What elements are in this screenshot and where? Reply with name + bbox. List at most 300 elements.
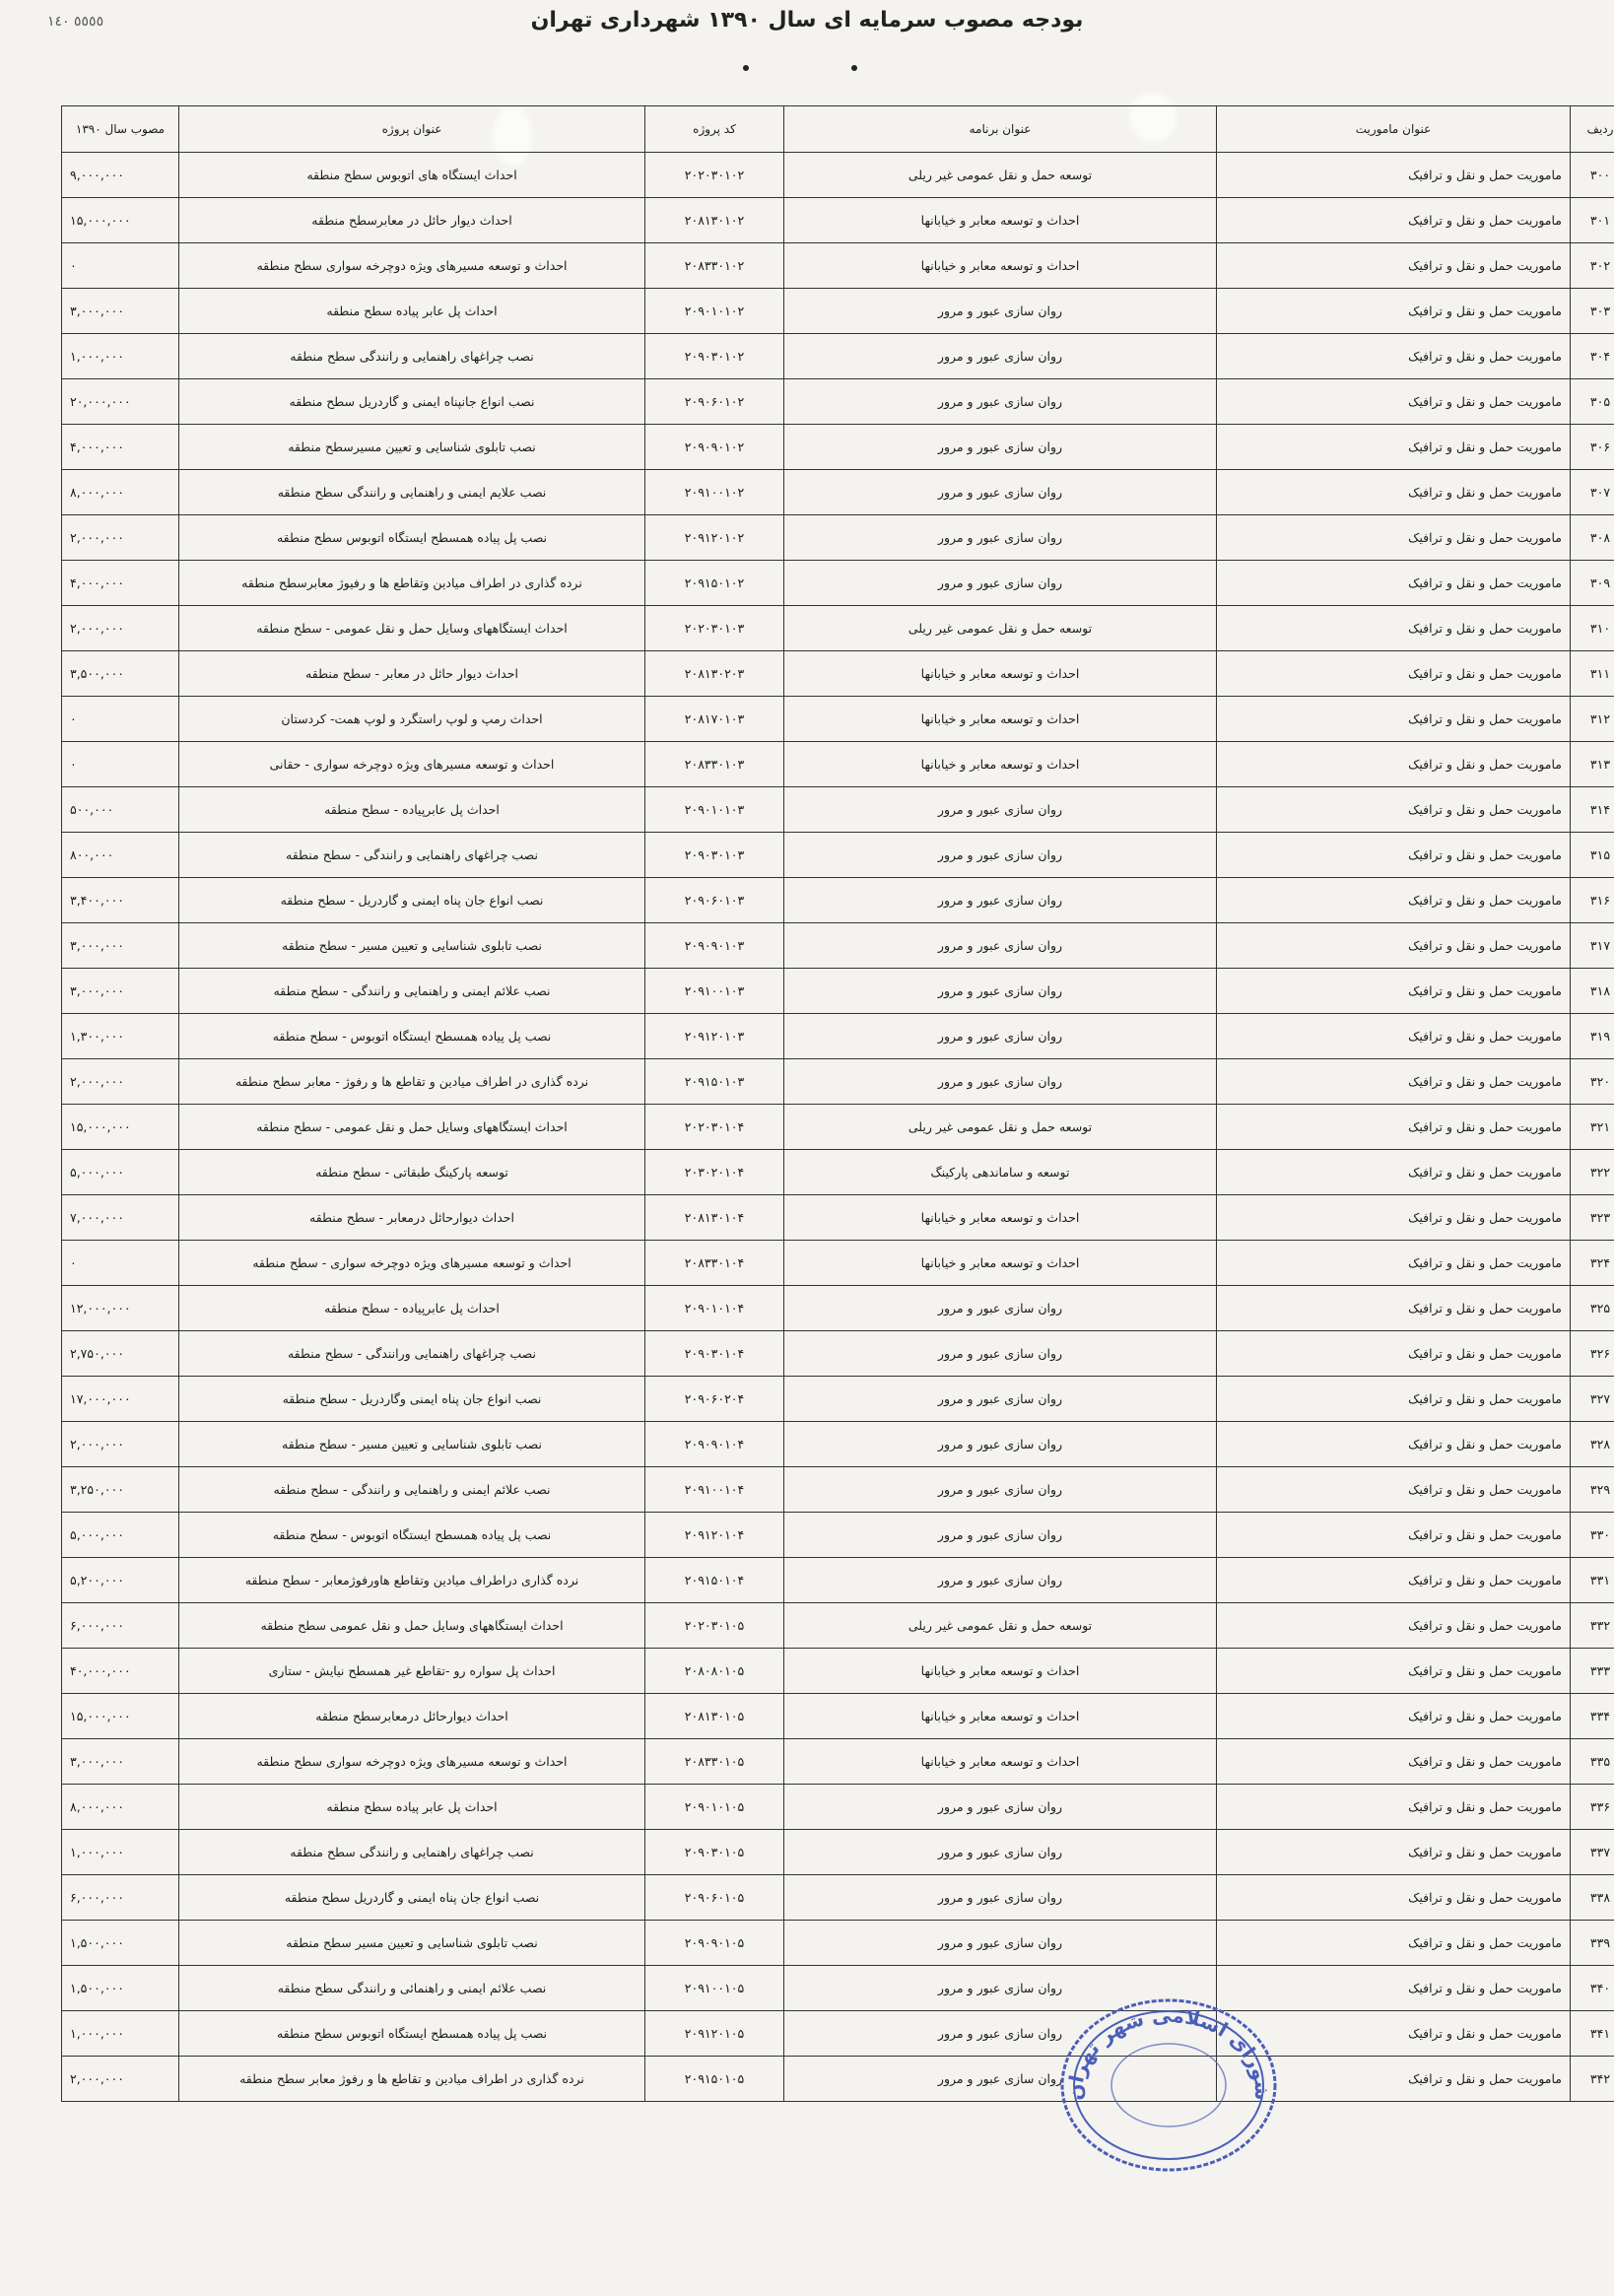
cell-amount: ۲,۰۰۰,۰۰۰ bbox=[62, 1422, 179, 1467]
page-marks bbox=[729, 57, 867, 77]
cell-code: ۲۰۹۱۲۰۱۰۳ bbox=[645, 1014, 784, 1059]
cell-program: روان سازی عبور و مرور bbox=[784, 1558, 1217, 1603]
cell-program: احداث و توسعه معابر و خیابانها bbox=[784, 198, 1217, 243]
cell-mission: ماموریت حمل و نقل و ترافیک bbox=[1217, 1059, 1571, 1105]
cell-program: روان سازی عبور و مرور bbox=[784, 1513, 1217, 1558]
stamp-text: شورای اسلامی شهر تهران bbox=[1062, 2002, 1275, 2101]
cell-row: ۳۳۷ bbox=[1571, 1830, 1614, 1875]
table-row bbox=[62, 1785, 1614, 1830]
cell-amount: ۵,۰۰۰,۰۰۰ bbox=[62, 1513, 179, 1558]
cell-amount: ۶,۰۰۰,۰۰۰ bbox=[62, 1603, 179, 1649]
cell-mission: ماموریت حمل و نقل و ترافیک bbox=[1217, 1105, 1571, 1150]
cell-code: ۲۰۳۰۲۰۱۰۴ bbox=[645, 1150, 784, 1195]
cell-mission: ماموریت حمل و نقل و ترافیک bbox=[1217, 1513, 1571, 1558]
cell-row: ۳۲۲ bbox=[1571, 1150, 1614, 1195]
cell-code: ۲۰۹۰۶۰۲۰۴ bbox=[645, 1377, 784, 1422]
cell-row: ۳۰۴ bbox=[1571, 334, 1614, 379]
table-row bbox=[62, 1921, 1614, 1966]
cell-title: نرده گذاری در اطراف میادین وتقاطع ها و رفیوژ معابرسطح منطقه bbox=[179, 561, 645, 606]
table-row bbox=[62, 289, 1614, 334]
cell-row: ۳۱۱ bbox=[1571, 651, 1614, 697]
cell-program: روان سازی عبور و مرور bbox=[784, 2057, 1217, 2102]
cell-title: احداث پل عابر پیاده سطح منطقه bbox=[179, 289, 645, 334]
col-header-row: ردیف bbox=[1571, 106, 1614, 153]
cell-mission: ماموریت حمل و نقل و ترافیک bbox=[1217, 1331, 1571, 1377]
cell-amount: ۱۵,۰۰۰,۰۰۰ bbox=[62, 198, 179, 243]
cell-amount: ۳,۰۰۰,۰۰۰ bbox=[62, 969, 179, 1014]
cell-title: نصب انواع جان پناه ایمنی و گاردریل - سطح منطقه bbox=[179, 878, 645, 923]
cell-mission: ماموریت حمل و نقل و ترافیک bbox=[1217, 1785, 1571, 1830]
cell-title: نصب پل پیاده همسطح ایستگاه اتوبوس سطح منطقه bbox=[179, 2011, 645, 2057]
col-header-mission: عنوان ماموریت bbox=[1217, 106, 1571, 153]
cell-title: احداث دیوارحائل درمعابر - سطح منطقه bbox=[179, 1195, 645, 1241]
cell-amount: ۳,۵۰۰,۰۰۰ bbox=[62, 651, 179, 697]
table-body bbox=[62, 153, 1614, 2102]
cell-code: ۲۰۹۱۰۰۱۰۴ bbox=[645, 1467, 784, 1513]
table-row bbox=[62, 470, 1614, 515]
cell-amount: ۸,۰۰۰,۰۰۰ bbox=[62, 1785, 179, 1830]
cell-title: نصب چراغهای راهنمایی ورانندگی - سطح منطقه bbox=[179, 1331, 645, 1377]
cell-mission: ماموریت حمل و نقل و ترافیک bbox=[1217, 651, 1571, 697]
cell-amount: ۲۰,۰۰۰,۰۰۰ bbox=[62, 379, 179, 425]
cell-mission: ماموریت حمل و نقل و ترافیک bbox=[1217, 833, 1571, 878]
cell-program: روان سازی عبور و مرور bbox=[784, 561, 1217, 606]
cell-mission: ماموریت حمل و نقل و ترافیک bbox=[1217, 1694, 1571, 1739]
cell-code: ۲۰۸۱۳۰۱۰۵ bbox=[645, 1694, 784, 1739]
table-row bbox=[62, 606, 1614, 651]
cell-row: ۳۱۷ bbox=[1571, 923, 1614, 969]
cell-mission: ماموریت حمل و نقل و ترافیک bbox=[1217, 561, 1571, 606]
cell-amount: ۷,۰۰۰,۰۰۰ bbox=[62, 1195, 179, 1241]
cell-title: احداث دیوارحائل درمعابرسطح منطقه bbox=[179, 1694, 645, 1739]
cell-code: ۲۰۹۰۶۰۱۰۲ bbox=[645, 379, 784, 425]
cell-amount: ۱,۰۰۰,۰۰۰ bbox=[62, 334, 179, 379]
table-row bbox=[62, 334, 1614, 379]
cell-row: ۳۳۰ bbox=[1571, 1513, 1614, 1558]
cell-amount: ۱,۳۰۰,۰۰۰ bbox=[62, 1014, 179, 1059]
table-row bbox=[62, 1467, 1614, 1513]
cell-program: روان سازی عبور و مرور bbox=[784, 1830, 1217, 1875]
table-row bbox=[62, 1513, 1614, 1558]
cell-mission: ماموریت حمل و نقل و ترافیک bbox=[1217, 1921, 1571, 1966]
cell-row: ۳۱۵ bbox=[1571, 833, 1614, 878]
header-scrawl: ٥٥٥٥ ١٤٠ bbox=[47, 14, 104, 30]
cell-code: ۲۰۹۰۶۰۱۰۵ bbox=[645, 1875, 784, 1921]
cell-row: ۳۱۸ bbox=[1571, 969, 1614, 1014]
cell-program: احداث و توسعه معابر و خیابانها bbox=[784, 1241, 1217, 1286]
cell-code: ۲۰۲۰۳۰۱۰۴ bbox=[645, 1105, 784, 1150]
cell-code: ۲۰۸۳۳۰۱۰۲ bbox=[645, 243, 784, 289]
cell-row: ۳۲۱ bbox=[1571, 1105, 1614, 1150]
cell-row: ۳۳۸ bbox=[1571, 1875, 1614, 1921]
cell-title: احداث دیوار حائل در معابرسطح منطقه bbox=[179, 198, 645, 243]
cell-row: ۳۱۶ bbox=[1571, 878, 1614, 923]
cell-title: نصب تابلوی شناسایی و تعیین مسیر - سطح منطقه bbox=[179, 923, 645, 969]
cell-row: ۳۲۶ bbox=[1571, 1331, 1614, 1377]
cell-amount: ۵۰۰,۰۰۰ bbox=[62, 787, 179, 833]
cell-title: احداث و توسعه مسیرهای ویژه دوچرخه سواری - حقانی bbox=[179, 742, 645, 787]
cell-code: ۲۰۹۰۹۰۱۰۴ bbox=[645, 1422, 784, 1467]
cell-row: ۳۳۲ bbox=[1571, 1603, 1614, 1649]
cell-row: ۳۳۶ bbox=[1571, 1785, 1614, 1830]
cell-code: ۲۰۹۱۰۰۱۰۵ bbox=[645, 1966, 784, 2011]
cell-row: ۳۱۳ bbox=[1571, 742, 1614, 787]
col-header-program: عنوان برنامه bbox=[784, 106, 1217, 153]
cell-code: ۲۰۹۰۳۰۱۰۴ bbox=[645, 1331, 784, 1377]
cell-row: ۳۲۹ bbox=[1571, 1467, 1614, 1513]
table-row bbox=[62, 198, 1614, 243]
cell-mission: ماموریت حمل و نقل و ترافیک bbox=[1217, 1150, 1571, 1195]
table-row bbox=[62, 1830, 1614, 1875]
cell-mission: ماموریت حمل و نقل و ترافیک bbox=[1217, 243, 1571, 289]
cell-amount: ۸۰۰,۰۰۰ bbox=[62, 833, 179, 878]
cell-code: ۲۰۹۰۱۰۱۰۳ bbox=[645, 787, 784, 833]
cell-row: ۳۰۰ bbox=[1571, 153, 1614, 198]
table-row bbox=[62, 833, 1614, 878]
cell-code: ۲۰۹۱۵۰۱۰۳ bbox=[645, 1059, 784, 1105]
table-row bbox=[62, 515, 1614, 561]
svg-text:شورای اسلامی شهر تهران bbox=[1063, 2003, 1274, 2101]
cell-title: نرده گذاری در اطراف میادین و تقاطع ها و رفوژ - معابر سطح منطقه bbox=[179, 1059, 645, 1105]
cell-program: روان سازی عبور و مرور bbox=[784, 1785, 1217, 1830]
table-row bbox=[62, 742, 1614, 787]
cell-mission: ماموریت حمل و نقل و ترافیک bbox=[1217, 379, 1571, 425]
cell-title: احداث و توسعه مسیرهای ویژه دوچرخه سواری سطح منطقه bbox=[179, 243, 645, 289]
cell-title: احداث ایستگاههای وسایل حمل و نقل عمومی - سطح منطقه bbox=[179, 606, 645, 651]
cell-mission: ماموریت حمل و نقل و ترافیک bbox=[1217, 198, 1571, 243]
cell-program: روان سازی عبور و مرور bbox=[784, 2011, 1217, 2057]
cell-row: ۳۰۹ bbox=[1571, 561, 1614, 606]
cell-program: روان سازی عبور و مرور bbox=[784, 1331, 1217, 1377]
cell-amount: ۱,۵۰۰,۰۰۰ bbox=[62, 1966, 179, 2011]
cell-row: ۳۰۷ bbox=[1571, 470, 1614, 515]
table-row bbox=[62, 1241, 1614, 1286]
cell-row: ۳۰۸ bbox=[1571, 515, 1614, 561]
cell-title: نصب علایم ایمنی و راهنمایی و رانندگی سطح منطقه bbox=[179, 470, 645, 515]
cell-program: روان سازی عبور و مرور bbox=[784, 787, 1217, 833]
cell-program: روان سازی عبور و مرور bbox=[784, 833, 1217, 878]
table-row bbox=[62, 425, 1614, 470]
cell-code: ۲۰۲۰۳۰۱۰۳ bbox=[645, 606, 784, 651]
cell-program: روان سازی عبور و مرور bbox=[784, 1014, 1217, 1059]
cell-code: ۲۰۸۰۸۰۱۰۵ bbox=[645, 1649, 784, 1694]
cell-code: ۲۰۹۰۱۰۱۰۵ bbox=[645, 1785, 784, 1830]
cell-amount: ۱,۰۰۰,۰۰۰ bbox=[62, 1830, 179, 1875]
cell-title: نرده گذاری در اطراف میادین و تقاطع ها و رفوژ معابر سطح منطقه bbox=[179, 2057, 645, 2102]
cell-program: روان سازی عبور و مرور bbox=[784, 878, 1217, 923]
cell-amount: ۲,۰۰۰,۰۰۰ bbox=[62, 1059, 179, 1105]
cell-mission: ماموریت حمل و نقل و ترافیک bbox=[1217, 742, 1571, 787]
cell-row: ۳۴۲ bbox=[1571, 2057, 1614, 2102]
cell-amount: ۵,۲۰۰,۰۰۰ bbox=[62, 1558, 179, 1603]
table-row bbox=[62, 153, 1614, 198]
mark-dot-icon bbox=[851, 65, 857, 71]
table-row bbox=[62, 787, 1614, 833]
cell-mission: ماموریت حمل و نقل و ترافیک bbox=[1217, 1286, 1571, 1331]
table-row bbox=[62, 243, 1614, 289]
cell-amount: ۲,۰۰۰,۰۰۰ bbox=[62, 606, 179, 651]
cell-amount: ۹,۰۰۰,۰۰۰ bbox=[62, 153, 179, 198]
cell-amount: ۵,۰۰۰,۰۰۰ bbox=[62, 1150, 179, 1195]
cell-mission: ماموریت حمل و نقل و ترافیک bbox=[1217, 153, 1571, 198]
table-row bbox=[62, 1105, 1614, 1150]
cell-title: نصب انواع جان پناه ایمنی و گاردریل سطح منطقه bbox=[179, 1875, 645, 1921]
cell-program: روان سازی عبور و مرور bbox=[784, 923, 1217, 969]
cell-mission: ماموریت حمل و نقل و ترافیک bbox=[1217, 923, 1571, 969]
cell-mission: ماموریت حمل و نقل و ترافیک bbox=[1217, 1830, 1571, 1875]
cell-title: احداث ایستگاه های اتوبوس سطح منطقه bbox=[179, 153, 645, 198]
budget-table bbox=[61, 105, 1614, 2102]
cell-program: روان سازی عبور و مرور bbox=[784, 1966, 1217, 2011]
table-row bbox=[62, 1649, 1614, 1694]
cell-code: ۲۰۸۱۳۰۱۰۴ bbox=[645, 1195, 784, 1241]
cell-title: نصب انواع جان پناه ایمنی وگاردریل - سطح منطقه bbox=[179, 1377, 645, 1422]
cell-mission: ماموریت حمل و نقل و ترافیک bbox=[1217, 697, 1571, 742]
cell-title: نصب انواع جانپناه ایمنی و گاردریل سطح منطقه bbox=[179, 379, 645, 425]
cell-code: ۲۰۹۰۱۰۱۰۴ bbox=[645, 1286, 784, 1331]
cell-program: توسعه حمل و نقل عمومی غیر ریلی bbox=[784, 1603, 1217, 1649]
cell-amount: ۱,۰۰۰,۰۰۰ bbox=[62, 2011, 179, 2057]
table-row bbox=[62, 1377, 1614, 1422]
cell-row: ۳۲۰ bbox=[1571, 1059, 1614, 1105]
cell-mission: ماموریت حمل و نقل و ترافیک bbox=[1217, 1649, 1571, 1694]
cell-program: روان سازی عبور و مرور bbox=[784, 969, 1217, 1014]
cell-code: ۲۰۸۳۳۰۱۰۴ bbox=[645, 1241, 784, 1286]
cell-program: روان سازی عبور و مرور bbox=[784, 1467, 1217, 1513]
cell-row: ۳۴۱ bbox=[1571, 2011, 1614, 2057]
cell-mission: ماموریت حمل و نقل و ترافیک bbox=[1217, 1875, 1571, 1921]
cell-row: ۳۰۶ bbox=[1571, 425, 1614, 470]
cell-amount: ۰ bbox=[62, 243, 179, 289]
cell-program: احداث و توسعه معابر و خیابانها bbox=[784, 1739, 1217, 1785]
cell-code: ۲۰۸۳۳۰۱۰۵ bbox=[645, 1739, 784, 1785]
cell-row: ۳۰۲ bbox=[1571, 243, 1614, 289]
cell-program: احداث و توسعه معابر و خیابانها bbox=[784, 1649, 1217, 1694]
cell-program: روان سازی عبور و مرور bbox=[784, 470, 1217, 515]
col-header-code: کد پروژه bbox=[645, 106, 784, 153]
cell-program: احداث و توسعه معابر و خیابانها bbox=[784, 243, 1217, 289]
cell-code: ۲۰۸۱۳۰۲۰۳ bbox=[645, 651, 784, 697]
cell-program: روان سازی عبور و مرور bbox=[784, 425, 1217, 470]
cell-mission: ماموریت حمل و نقل و ترافیک bbox=[1217, 1603, 1571, 1649]
cell-title: نصب پل پیاده همسطح ایستگاه اتوبوس - سطح منطقه bbox=[179, 1513, 645, 1558]
cell-amount: ۱,۵۰۰,۰۰۰ bbox=[62, 1921, 179, 1966]
cell-mission: ماموریت حمل و نقل و ترافیک bbox=[1217, 289, 1571, 334]
cell-mission: ماموریت حمل و نقل و ترافیک bbox=[1217, 515, 1571, 561]
col-header-amount: مصوب سال ۱۳۹۰ bbox=[62, 106, 179, 153]
cell-row: ۳۲۴ bbox=[1571, 1241, 1614, 1286]
cell-code: ۲۰۹۱۲۰۱۰۵ bbox=[645, 2011, 784, 2057]
cell-amount: ۱۲,۰۰۰,۰۰۰ bbox=[62, 1286, 179, 1331]
cell-amount: ۱۵,۰۰۰,۰۰۰ bbox=[62, 1694, 179, 1739]
cell-program: روان سازی عبور و مرور bbox=[784, 379, 1217, 425]
table-row bbox=[62, 1059, 1614, 1105]
cell-title: احداث پل عابرپیاده - سطح منطقه bbox=[179, 787, 645, 833]
table-row bbox=[62, 1331, 1614, 1377]
cell-row: ۳۰۵ bbox=[1571, 379, 1614, 425]
cell-mission: ماموریت حمل و نقل و ترافیک bbox=[1217, 1422, 1571, 1467]
cell-code: ۲۰۹۰۹۰۱۰۳ bbox=[645, 923, 784, 969]
cell-amount: ۴,۰۰۰,۰۰۰ bbox=[62, 425, 179, 470]
cell-mission: ماموریت حمل و نقل و ترافیک bbox=[1217, 1014, 1571, 1059]
cell-code: ۲۰۹۰۹۰۱۰۲ bbox=[645, 425, 784, 470]
cell-title: نصب تابلوی شناسایی و تعیین مسیرسطح منطقه bbox=[179, 425, 645, 470]
cell-amount: ۸,۰۰۰,۰۰۰ bbox=[62, 470, 179, 515]
cell-title: توسعه پارکینگ طبقاتی - سطح منطقه bbox=[179, 1150, 645, 1195]
table-row bbox=[62, 651, 1614, 697]
cell-title: نصب تابلوی شناسایی و تعیین مسیر - سطح منطقه bbox=[179, 1422, 645, 1467]
cell-amount: ۲,۷۵۰,۰۰۰ bbox=[62, 1331, 179, 1377]
cell-title: نصب علائم ایمنی و راهنمایی و رانندگی - سطح منطقه bbox=[179, 969, 645, 1014]
table-row bbox=[62, 697, 1614, 742]
table-row bbox=[62, 1694, 1614, 1739]
cell-program: توسعه و ساماندهی پارکینگ bbox=[784, 1150, 1217, 1195]
cell-title: نصب چراغهای راهنمایی و رانندگی سطح منطقه bbox=[179, 334, 645, 379]
cell-row: ۳۱۰ bbox=[1571, 606, 1614, 651]
cell-code: ۲۰۸۱۳۰۱۰۲ bbox=[645, 198, 784, 243]
table-row bbox=[62, 2011, 1614, 2057]
table-row bbox=[62, 1739, 1614, 1785]
cell-amount: ۳,۰۰۰,۰۰۰ bbox=[62, 289, 179, 334]
page-title: بودجه مصوب سرمایه ای سال ۱۳۹۰ شهرداری تهران bbox=[530, 8, 1084, 33]
cell-amount: ۰ bbox=[62, 697, 179, 742]
cell-title: احداث ایستگاههای وسایل حمل و نقل عمومی - سطح منطقه bbox=[179, 1105, 645, 1150]
table-row bbox=[62, 2057, 1614, 2102]
table-row bbox=[62, 1286, 1614, 1331]
table-row bbox=[62, 923, 1614, 969]
cell-mission: ماموریت حمل و نقل و ترافیک bbox=[1217, 2057, 1571, 2102]
cell-mission: ماموریت حمل و نقل و ترافیک bbox=[1217, 606, 1571, 651]
cell-program: روان سازی عبور و مرور bbox=[784, 289, 1217, 334]
cell-mission: ماموریت حمل و نقل و ترافیک bbox=[1217, 425, 1571, 470]
cell-title: احداث و توسعه مسیرهای ویژه دوچرخه سواری سطح منطقه bbox=[179, 1739, 645, 1785]
cell-code: ۲۰۲۰۳۰۱۰۲ bbox=[645, 153, 784, 198]
cell-program: توسعه حمل و نقل عمومی غیر ریلی bbox=[784, 153, 1217, 198]
mark-dot-icon bbox=[743, 65, 749, 71]
cell-row: ۳۱۹ bbox=[1571, 1014, 1614, 1059]
cell-mission: ماموریت حمل و نقل و ترافیک bbox=[1217, 334, 1571, 379]
cell-code: ۲۰۹۱۰۰۱۰۳ bbox=[645, 969, 784, 1014]
cell-program: توسعه حمل و نقل عمومی غیر ریلی bbox=[784, 606, 1217, 651]
cell-mission: ماموریت حمل و نقل و ترافیک bbox=[1217, 1377, 1571, 1422]
cell-code: ۲۰۹۰۶۰۱۰۳ bbox=[645, 878, 784, 923]
cell-code: ۲۰۹۱۰۰۱۰۲ bbox=[645, 470, 784, 515]
cell-program: روان سازی عبور و مرور bbox=[784, 1422, 1217, 1467]
cell-program: روان سازی عبور و مرور bbox=[784, 1059, 1217, 1105]
table-row bbox=[62, 561, 1614, 606]
table-row bbox=[62, 379, 1614, 425]
cell-code: ۲۰۹۰۳۰۱۰۲ bbox=[645, 334, 784, 379]
cell-amount: ۴,۰۰۰,۰۰۰ bbox=[62, 561, 179, 606]
cell-program: روان سازی عبور و مرور bbox=[784, 334, 1217, 379]
cell-code: ۲۰۹۰۳۰۱۰۳ bbox=[645, 833, 784, 878]
cell-row: ۳۴۰ bbox=[1571, 1966, 1614, 2011]
cell-row: ۳۳۴ bbox=[1571, 1694, 1614, 1739]
cell-title: نصب علائم ایمنی و راهنمایی و رانندگی - سطح منطقه bbox=[179, 1467, 645, 1513]
table-row bbox=[62, 1422, 1614, 1467]
cell-mission: ماموریت حمل و نقل و ترافیک bbox=[1217, 787, 1571, 833]
cell-code: ۲۰۹۰۹۰۱۰۵ bbox=[645, 1921, 784, 1966]
cell-program: روان سازی عبور و مرور bbox=[784, 1875, 1217, 1921]
table-header-row bbox=[62, 106, 1614, 153]
cell-code: ۲۰۹۱۵۰۱۰۵ bbox=[645, 2057, 784, 2102]
cell-code: ۲۰۹۱۲۰۱۰۲ bbox=[645, 515, 784, 561]
cell-row: ۳۱۴ bbox=[1571, 787, 1614, 833]
cell-mission: ماموریت حمل و نقل و ترافیک bbox=[1217, 1467, 1571, 1513]
cell-program: احداث و توسعه معابر و خیابانها bbox=[784, 651, 1217, 697]
cell-program: روان سازی عبور و مرور bbox=[784, 1921, 1217, 1966]
cell-row: ۳۳۵ bbox=[1571, 1739, 1614, 1785]
cell-title: احداث پل عابر پیاده سطح منطقه bbox=[179, 1785, 645, 1830]
table-row bbox=[62, 969, 1614, 1014]
cell-code: ۲۰۹۱۵۰۱۰۲ bbox=[645, 561, 784, 606]
table-row bbox=[62, 1875, 1614, 1921]
cell-mission: ماموریت حمل و نقل و ترافیک bbox=[1217, 2011, 1571, 2057]
cell-title: نصب چراغهای راهنمایی و رانندگی سطح منطقه bbox=[179, 1830, 645, 1875]
cell-mission: ماموریت حمل و نقل و ترافیک bbox=[1217, 1558, 1571, 1603]
cell-amount: ۶,۰۰۰,۰۰۰ bbox=[62, 1875, 179, 1921]
table-row bbox=[62, 1195, 1614, 1241]
table-row bbox=[62, 878, 1614, 923]
cell-program: روان سازی عبور و مرور bbox=[784, 515, 1217, 561]
cell-amount: ۰ bbox=[62, 1241, 179, 1286]
cell-title: احداث پل عابرپیاده - سطح منطقه bbox=[179, 1286, 645, 1331]
cell-amount: ۳,۴۰۰,۰۰۰ bbox=[62, 878, 179, 923]
cell-title: نرده گذاری دراطراف میادین وتقاطع هاورفوژمعابر - سطح منطقه bbox=[179, 1558, 645, 1603]
cell-code: ۲۰۹۱۲۰۱۰۴ bbox=[645, 1513, 784, 1558]
cell-amount: ۱۷,۰۰۰,۰۰۰ bbox=[62, 1377, 179, 1422]
cell-title: نصب چراغهای راهنمایی و رانندگی - سطح منطقه bbox=[179, 833, 645, 878]
cell-row: ۳۲۸ bbox=[1571, 1422, 1614, 1467]
table-row bbox=[62, 1150, 1614, 1195]
cell-amount: ۲,۰۰۰,۰۰۰ bbox=[62, 2057, 179, 2102]
cell-mission: ماموریت حمل و نقل و ترافیک bbox=[1217, 1966, 1571, 2011]
cell-title: احداث رمپ و لوپ راستگرد و لوپ همت- کردستان bbox=[179, 697, 645, 742]
cell-code: ۲۰۹۱۵۰۱۰۴ bbox=[645, 1558, 784, 1603]
table-row bbox=[62, 1603, 1614, 1649]
cell-code: ۲۰۸۱۷۰۱۰۳ bbox=[645, 697, 784, 742]
cell-amount: ۳,۲۵۰,۰۰۰ bbox=[62, 1467, 179, 1513]
cell-amount: ۲,۰۰۰,۰۰۰ bbox=[62, 515, 179, 561]
cell-title: نصب پل پیاده همسطح ایستگاه اتوبوس سطح منطقه bbox=[179, 515, 645, 561]
table-row bbox=[62, 1966, 1614, 2011]
cell-row: ۳۳۳ bbox=[1571, 1649, 1614, 1694]
cell-title: نصب پل پیاده همسطح ایستگاه اتوبوس - سطح منطقه bbox=[179, 1014, 645, 1059]
cell-code: ۲۰۹۰۱۰۱۰۲ bbox=[645, 289, 784, 334]
cell-mission: ماموریت حمل و نقل و ترافیک bbox=[1217, 470, 1571, 515]
cell-mission: ماموریت حمل و نقل و ترافیک bbox=[1217, 969, 1571, 1014]
cell-program: احداث و توسعه معابر و خیابانها bbox=[784, 742, 1217, 787]
cell-amount: ۰ bbox=[62, 742, 179, 787]
cell-row: ۳۲۷ bbox=[1571, 1377, 1614, 1422]
cell-title: احداث دیوار حائل در معابر - سطح منطقه bbox=[179, 651, 645, 697]
cell-row: ۳۱۲ bbox=[1571, 697, 1614, 742]
cell-amount: ۳,۰۰۰,۰۰۰ bbox=[62, 923, 179, 969]
cell-row: ۳۰۳ bbox=[1571, 289, 1614, 334]
cell-program: احداث و توسعه معابر و خیابانها bbox=[784, 1694, 1217, 1739]
cell-title: نصب تابلوی شناسایی و تعیین مسیر سطح منطقه bbox=[179, 1921, 645, 1966]
council-stamp-icon bbox=[1054, 1991, 1283, 2176]
cell-row: ۳۲۵ bbox=[1571, 1286, 1614, 1331]
cell-amount: ۴۰,۰۰۰,۰۰۰ bbox=[62, 1649, 179, 1694]
cell-program: احداث و توسعه معابر و خیابانها bbox=[784, 1195, 1217, 1241]
cell-row: ۳۳۱ bbox=[1571, 1558, 1614, 1603]
cell-code: ۲۰۲۰۳۰۱۰۵ bbox=[645, 1603, 784, 1649]
table-row bbox=[62, 1014, 1614, 1059]
cell-program: توسعه حمل و نقل عمومی غیر ریلی bbox=[784, 1105, 1217, 1150]
cell-title: احداث و توسعه مسیرهای ویژه دوچرخه سواری - سطح منطقه bbox=[179, 1241, 645, 1286]
cell-row: ۳۲۳ bbox=[1571, 1195, 1614, 1241]
